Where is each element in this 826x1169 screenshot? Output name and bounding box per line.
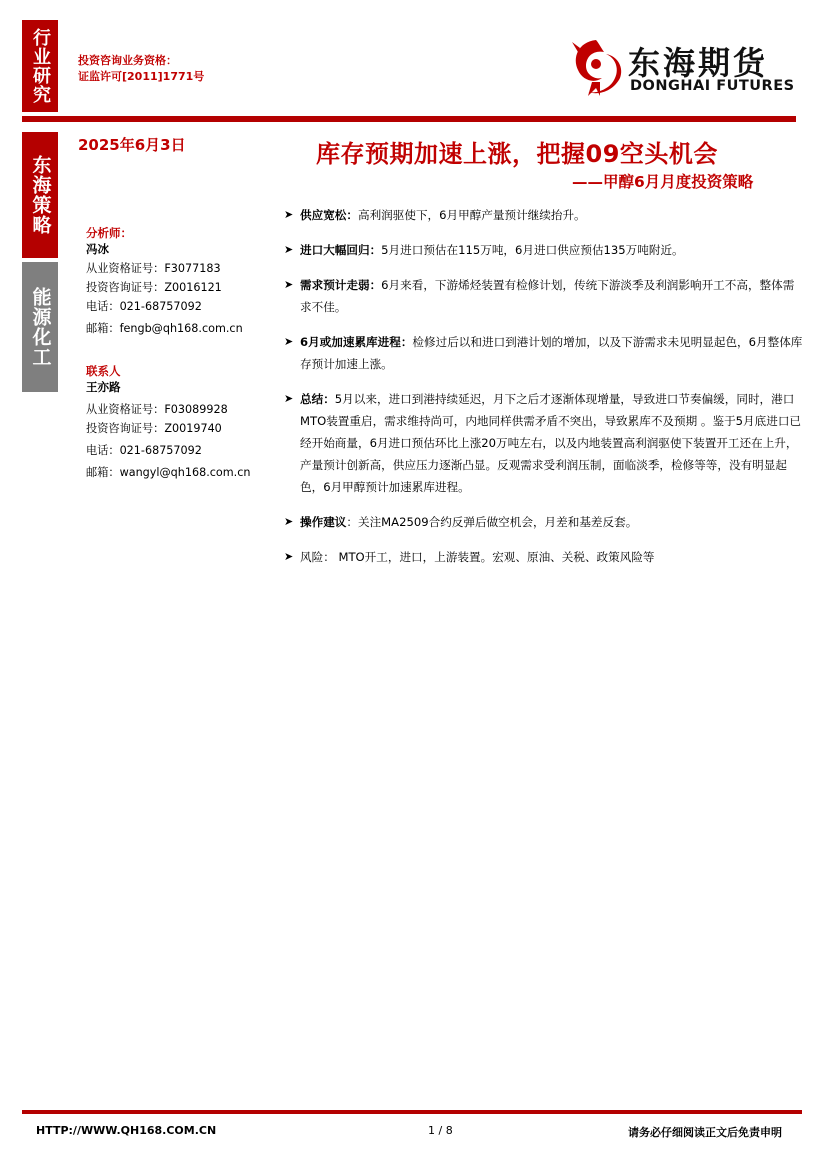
arrow-bullet-icon: ➤ — [284, 278, 294, 291]
contact-block — [86, 362, 250, 482]
logo-cn-text: 东海期货 — [628, 44, 769, 82]
bullet-summary: ➤ 总结：5月以来，进口到港持续延迟，月下之后才逐渐体现增量，导致进口节奏偏缓，同时，港口MTO装置重启，需求维持尚可，内地同样供需矛盾不突出，导致累库不及预期 。鉴于5月底进口已经开始商量，6月进口预估环比上涨20万吨左右，以及内地装置高利润驱使下装置开工还在上升，产量预计创新高，供应压力逐渐凸显。反观需求受利润压制，面临淡季，检修等等，没有明显起色，6月甲醇预计加速累库进程。 — [284, 388, 804, 498]
arrow-bullet-icon: ➤ — [284, 335, 294, 348]
page-subtitle: ——甲醇6月月度投资策略 — [572, 173, 754, 191]
strategy-tab: 东海策略 — [22, 132, 58, 258]
bullet-supply: ➤ 供应宽松：高利润驱使下，6月甲醇产量预计继续抬升。 — [284, 204, 804, 226]
analyst-cert-qualification: 从业资格证号：F3077183 — [86, 262, 221, 275]
analyst-email[interactable]: 邮箱：fengb@qh168.com.cn — [86, 322, 243, 335]
license-line-1: 投资咨询业务资格： — [78, 54, 177, 67]
page-title: 库存预期加速上涨，把握09空头机会 — [316, 140, 718, 168]
logo-en-text: DONGHAI FUTURES — [630, 78, 795, 94]
footer-disclaimer: 请务必仔细阅读正文后免责申明 — [628, 1126, 782, 1139]
contact-email[interactable]: 邮箱：wangyl@qh168.com.cn — [86, 466, 251, 479]
bullet-risk: ➤ 风险： MTO开工，进口，上游装置。宏观、原油、关税、政策风险等 — [284, 546, 804, 568]
bullet-operation: ➤ 操作建议：关注MA2509合约反弹后做空机会，月差和基差反套。 — [284, 511, 804, 533]
contact-phone: 电话：021-68757092 — [86, 444, 202, 457]
contact-label: 联系人 — [86, 364, 121, 378]
page-number: 1 / 8 — [428, 1124, 453, 1137]
analyst-label: 分析师： — [86, 226, 132, 240]
arrow-bullet-icon: ➤ — [284, 243, 294, 256]
header-rule — [22, 116, 796, 122]
footer-rule — [22, 1110, 802, 1114]
contact-name: 王亦路 — [86, 380, 121, 394]
analyst-name: 冯冰 — [86, 242, 109, 256]
dragon-logo-icon — [566, 34, 626, 100]
analyst-cert-consult: 投资咨询证号：Z0016121 — [86, 281, 222, 294]
summary-bullets — [284, 204, 804, 581]
bullet-inventory: ➤ 6月或加速累库进程：检修过后以和进口到港计划的增加，以及下游需求未见明显起色，6月整体库存预计加速上涨。 — [284, 331, 804, 375]
category-tab: 行业研究 — [22, 20, 58, 112]
bullet-import: ➤ 进口大幅回归：5月进口预估在115万吨，6月进口供应预估135万吨附近。 — [284, 239, 804, 261]
analyst-phone: 电话：021-68757092 — [86, 300, 202, 313]
arrow-bullet-icon: ➤ — [284, 515, 294, 528]
arrow-bullet-icon: ➤ — [284, 392, 294, 405]
report-date: 2025年6月3日 — [78, 136, 186, 154]
bullet-demand: ➤ 需求预计走弱：6月来看，下游烯烃装置有检修计划，传统下游淡季及利润影响开工不高，整体需求不佳。 — [284, 274, 804, 318]
analyst-block — [86, 224, 243, 338]
contact-cert-qualification: 从业资格证号：F03089928 — [86, 403, 228, 416]
sector-tab: 能源化工 — [22, 262, 58, 392]
license-line-2: 证监许可[2011]1771号 — [78, 70, 205, 83]
footer-url[interactable]: HTTP://WWW.QH168.COM.CN — [36, 1124, 217, 1137]
arrow-bullet-icon: ➤ — [284, 208, 294, 221]
company-logo — [566, 34, 796, 102]
arrow-bullet-icon: ➤ — [284, 550, 294, 563]
contact-cert-consult: 投资咨询证号：Z0019740 — [86, 422, 222, 435]
